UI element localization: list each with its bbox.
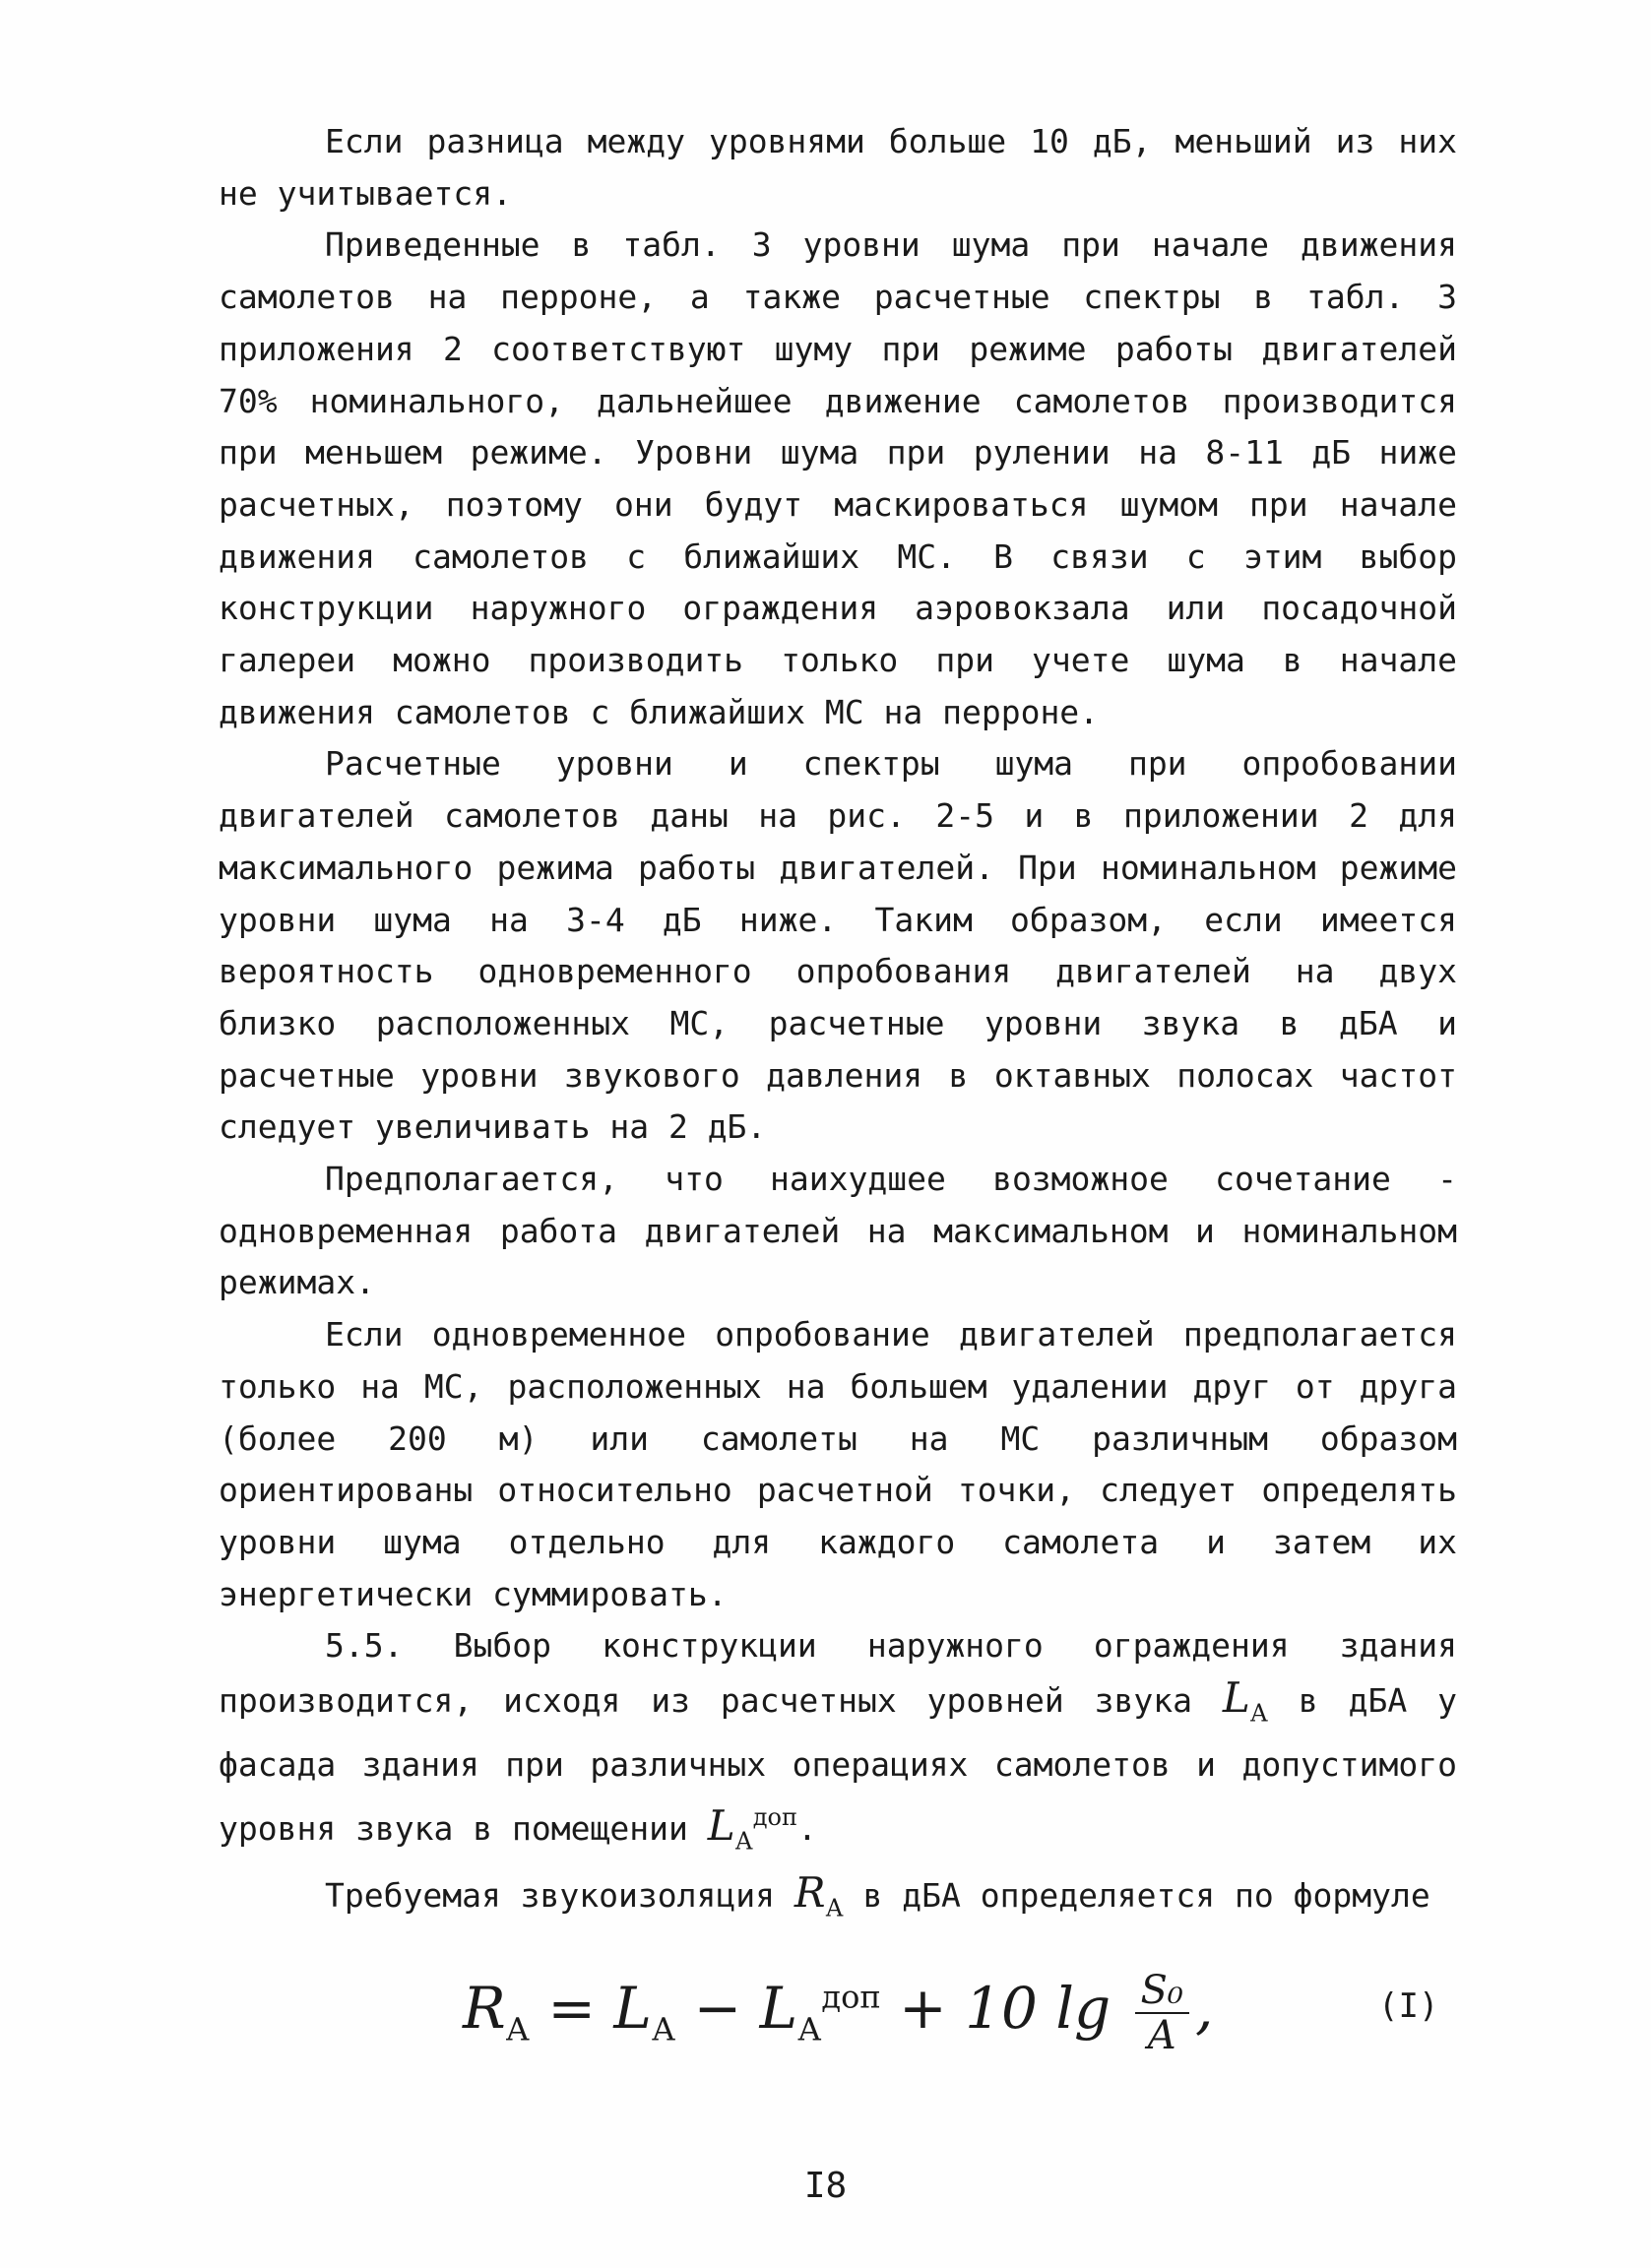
paragraph-2: Приведенные в табл. 3 уровни шума при начале движения самолетов на перроне, а также расчетные спектры в табл. 3 приложения 2 соответствуют шуму при режиме работы двигателей 70% номинального, дальнейшее движение самолетов производится при меньшем режиме. Уровни шума при рулении на 8-11 дБ ниже расчетных, поэтому они будут маскироваться шумом при начале движения самолетов с ближайших МС. В связи с этим выбор конструкции наружного ограждения аэровокзала или посадочной галереи можно производить только при учете шума в начале движения самолетов с ближайших МС на перроне.: [219, 225, 1457, 731]
body-text: [219, 116, 1457, 1934]
paragraph-7-part-a: Требуемая звукоизоляция: [325, 1875, 775, 1915]
paragraph-6-part-b: в дБА у фасада здания при различных операциях самолетов и допустимого уровня звука в помещении: [219, 1681, 1458, 1848]
formula-lhs: R: [463, 1975, 506, 2043]
symbol-la: $L_А$: [1222, 1673, 1268, 1728]
paragraph-4: Предполагается, что наихудшее возможное сочетание - одновременная работа двигателей на максимальном и номинальном режимах.: [219, 1160, 1457, 1302]
formula-fraction: $\frac{\text{S₀}}{A}$: [1135, 1969, 1189, 2057]
formula-1: $R_А = L_А - L_А^{доп} + 10$ lg $\frac{\text{S₀}}{A}$ ,: [463, 1968, 1214, 2058]
paragraph-6: [219, 1620, 1457, 1867]
equation-number: (I): [1378, 1986, 1439, 2026]
paragraph-1: Если разница между уровнями больше 10 дБ, меньший из них не учитывается.: [219, 122, 1457, 213]
page-number: I8: [803, 2166, 848, 2206]
paragraph-6-part-c: .: [797, 1808, 817, 1848]
paragraph-7-part-b: в дБА определяется по формуле: [862, 1875, 1430, 1915]
paragraph-5: Если одновременное опробование двигателей предполагается только на МС, расположенных на большем удалении друг от друга (более 200 м) или самолеты на МС различным образом ориентированы относительно расчетной точки, следует определять уровни шума отдельно для каждого самолета и затем их энергетически суммировать.: [219, 1315, 1457, 1613]
symbol-ra: $R_А$: [794, 1867, 844, 1922]
paragraph-3: Расчетные уровни и спектры шума при опробовании двигателей самолетов даны на рис. 2-5 и в приложении 2 для максимального режима работы двигателей. При номинальном режиме уровни шума на 3-4 дБ ниже. Таким образом, если имеется вероятность одновременного опробования двигателей на двух близко расположенных МС, расчетные уровни звука в дБА и расчетные уровни звукового давления в октавных полосах частот следует увеличивать на 2 дБ.: [219, 744, 1457, 1147]
paragraph-7: [219, 1867, 1457, 1934]
paragraph-6-part-a: 5.5. Выбор конструкции наружного ограждения здания производится, исходя из расчетных уровней звука: [219, 1626, 1457, 1721]
symbol-la-dop: $L_А^{доп}$: [707, 1800, 798, 1856]
